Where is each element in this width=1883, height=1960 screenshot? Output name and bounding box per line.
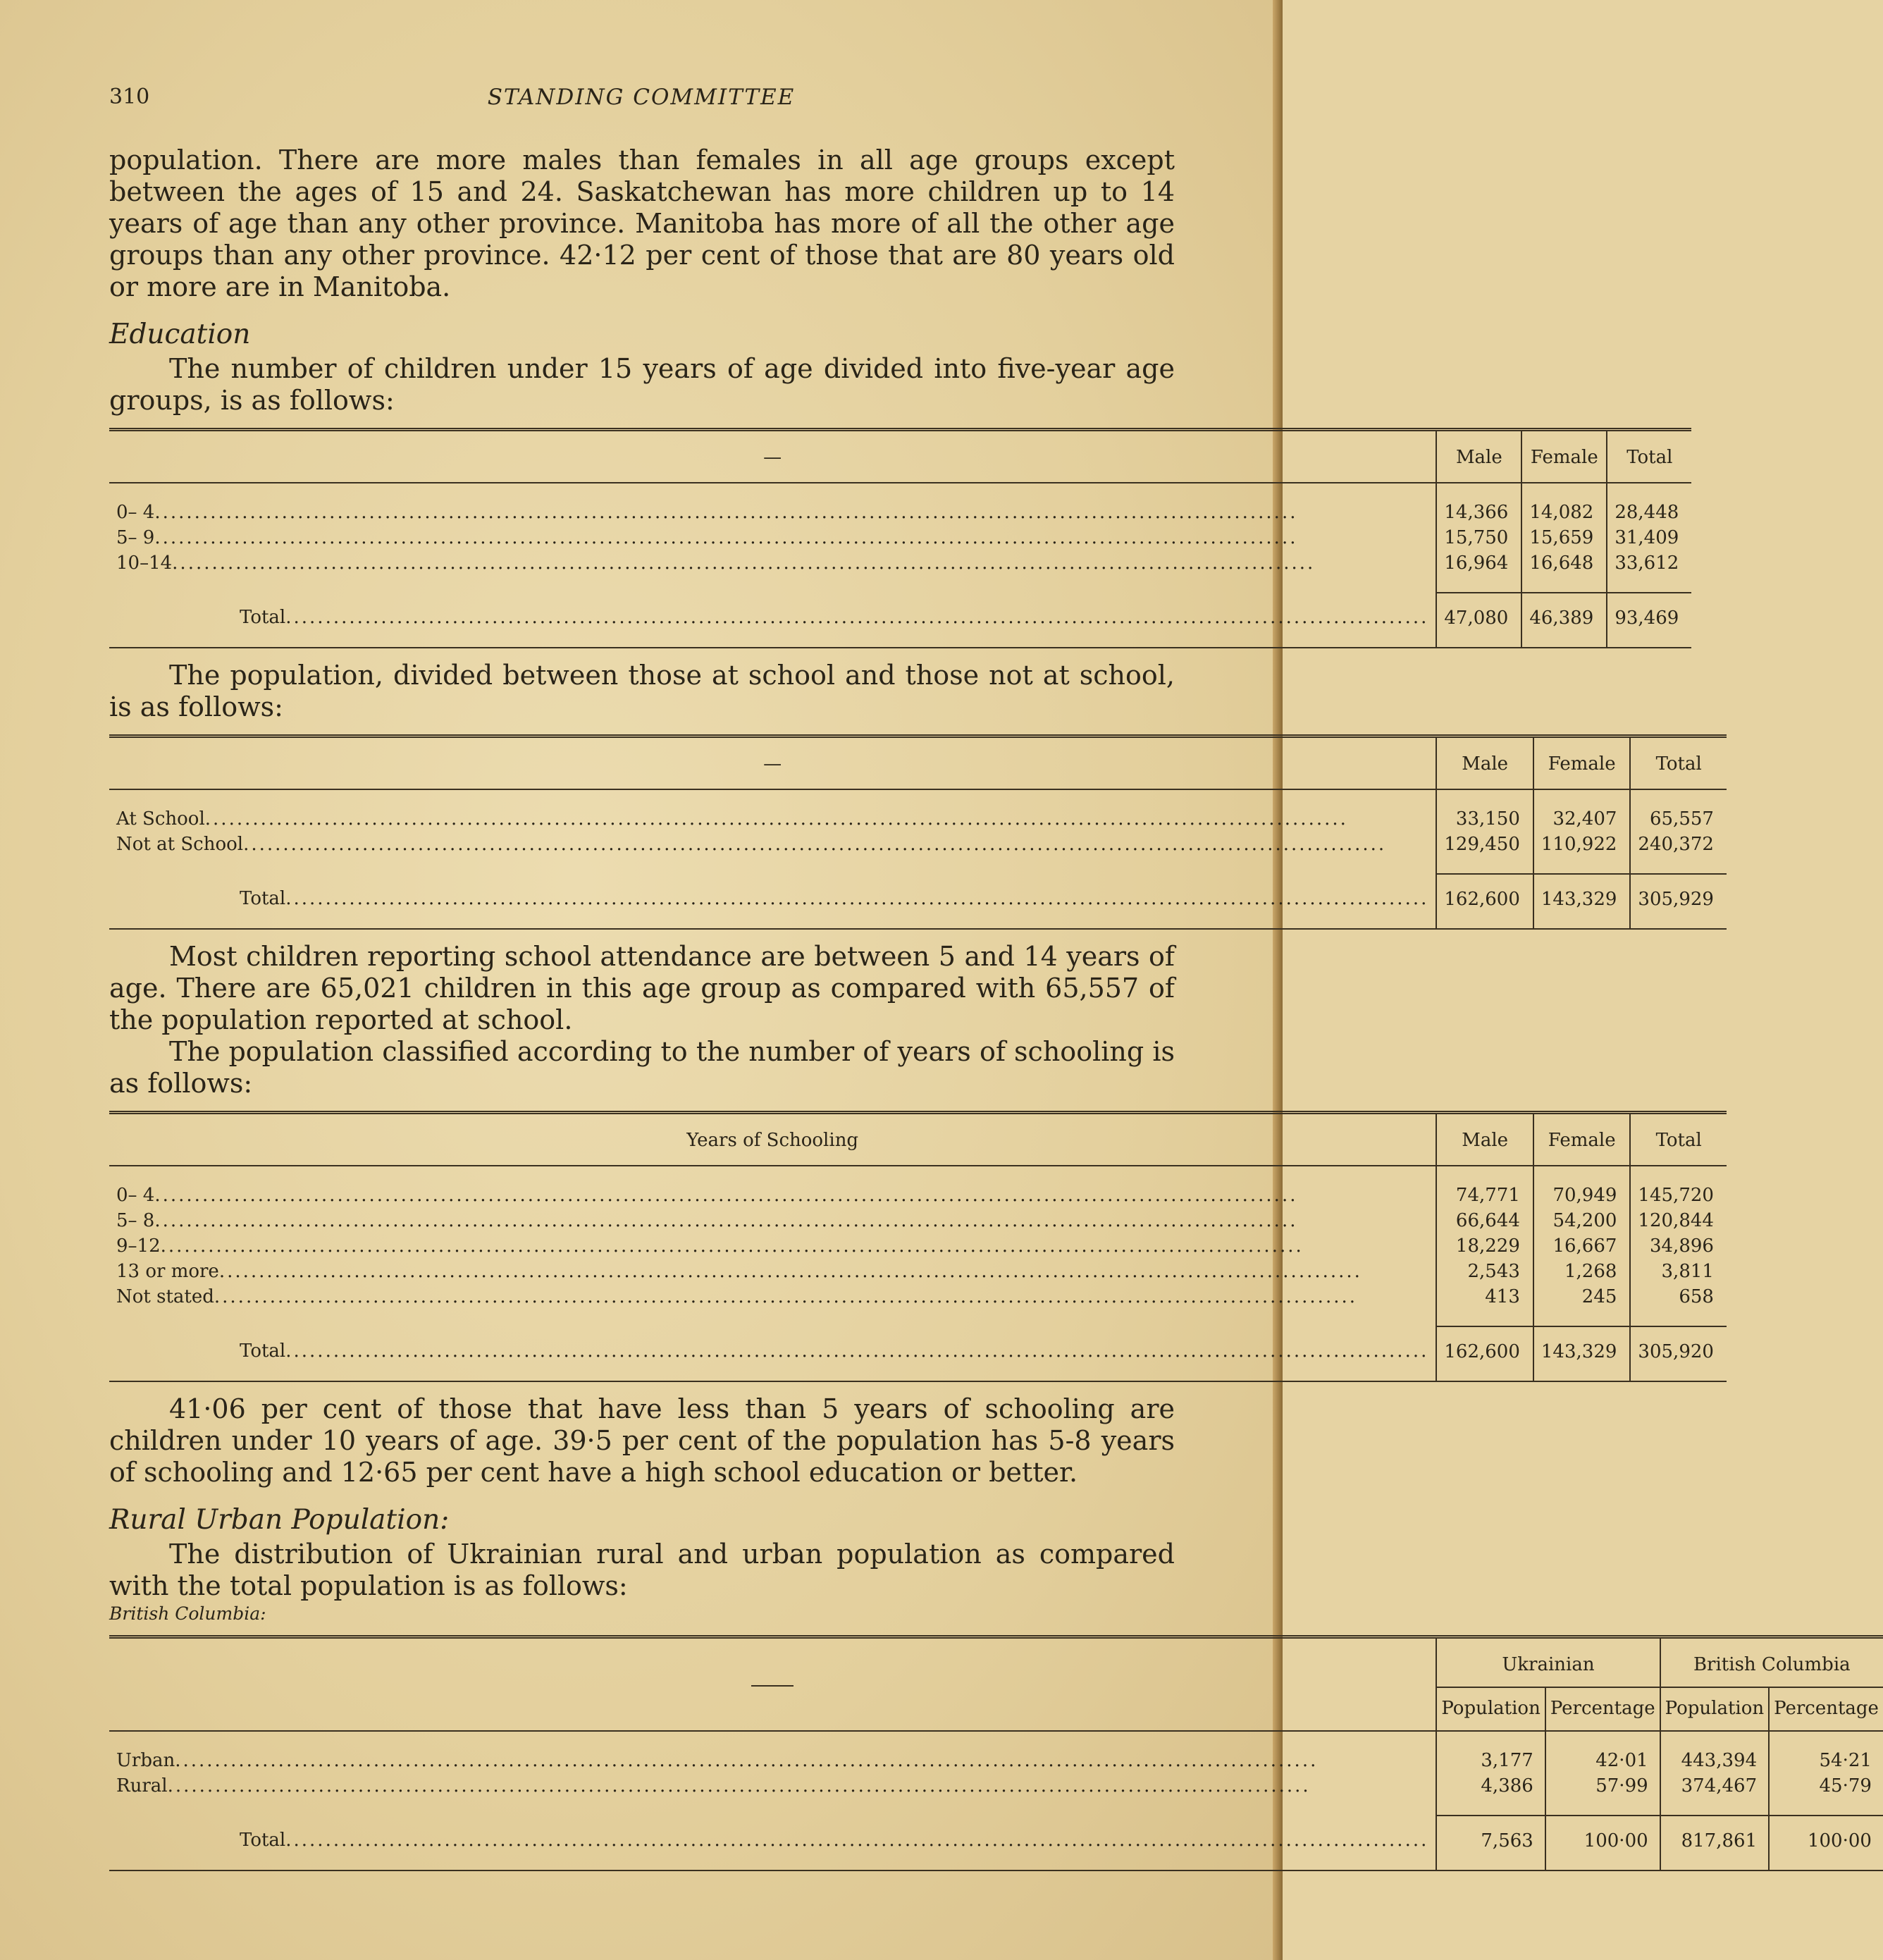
cell-female: 32,407 [1533,789,1631,832]
cell-female: 143,329 [1533,1326,1631,1381]
schooling-years-paragraph: The population classified according to the number of years of schooling is as follows: [109,1036,1175,1099]
column-header-percentage: Percentage [1545,1687,1660,1731]
cell-female: 14,082 [1521,483,1607,525]
cell-female: 70,949 [1533,1166,1631,1208]
cell-male: 18,229 [1436,1233,1533,1259]
row-label: 0– 4 [116,1185,155,1206]
table-row [109,1208,1727,1233]
total-label: Total [240,607,286,628]
total-row [109,1816,1883,1870]
column-header-female: Female [1533,736,1631,790]
page-number: 310 [109,85,150,109]
british-columbia-subheading: British Columbia: [109,1603,266,1624]
cell-ukrainian-population: 3,177 [1436,1731,1545,1773]
row-label: Not at School [116,834,244,855]
row-label: Rural [116,1775,168,1796]
age-groups-table [109,428,1691,648]
running-head [109,85,1173,120]
column-header-total: Total [1630,736,1727,790]
table-row [109,1166,1727,1208]
cell-female: 16,648 [1521,550,1607,593]
row-label: Not stated [116,1286,214,1307]
total-label: Total [240,888,286,909]
column-header-percentage: Percentage [1769,1687,1883,1731]
cell-total: 93,469 [1607,593,1691,648]
column-header-total: Total [1630,1113,1727,1166]
group-header-british-columbia: British Columbia [1660,1637,1883,1688]
cell-female: 15,659 [1521,525,1607,550]
table-row [109,550,1691,593]
cell-bc-population: 443,394 [1660,1731,1769,1773]
cell-total: 65,557 [1630,789,1727,832]
column-header-total: Total [1607,430,1691,483]
attendance-age-paragraph: Most children reporting school attendance are between 5 and 14 years of age. There are 65,021 children in this age group as compared with 65,557 of the population reported at school. [109,941,1175,1035]
table-row [109,1773,1883,1816]
cell-male: 66,644 [1436,1208,1533,1233]
education-heading: Education [109,319,251,350]
cell-ukrainian-population: 4,386 [1436,1773,1545,1816]
cell-total: 28,448 [1607,483,1691,525]
row-label: 9–12 [116,1235,161,1257]
cell-ukrainian-percentage: 57·99 [1545,1773,1660,1816]
cell-male: 162,600 [1436,874,1533,929]
total-label: Total [240,1340,286,1362]
cell-total: 145,720 [1630,1166,1727,1208]
cell-total: 305,920 [1630,1326,1727,1381]
cell-female: 143,329 [1533,874,1631,929]
cell-male: 15,750 [1436,525,1521,550]
column-header-male: Male [1436,430,1521,483]
cell-male: 33,150 [1436,789,1533,832]
cell-male: 74,771 [1436,1166,1533,1208]
cell-female: 1,268 [1533,1259,1631,1284]
schooling-summary-paragraph: 41·06 per cent of those that have less than 5 years of schooling are children under 10 years of age. 39·5 per cent of the population has 5-8 years of schooling and 12·65 per cent have a high school education or better. [109,1393,1175,1488]
table-row [109,483,1691,525]
column-header-male: Male [1436,1113,1533,1166]
row-label: 0– 4 [116,502,155,523]
cell-male: 162,600 [1436,1326,1533,1381]
cell-male: 14,366 [1436,483,1521,525]
table-row [109,1233,1727,1259]
cell-male: 16,964 [1436,550,1521,593]
rural-urban-heading: Rural Urban Population: [109,1504,450,1536]
cell-total: 240,372 [1630,832,1727,874]
school-attendance-table [109,734,1727,930]
column-header-female: Female [1533,1113,1631,1166]
row-label: At School [116,808,205,830]
group-header-ukrainian: Ukrainian [1436,1637,1660,1688]
cell-total: 305,929 [1630,874,1727,929]
cell-total: 31,409 [1607,525,1691,550]
education-paragraph: The number of children under 15 years of age divided into five-year age groups, is as follows: [109,353,1175,416]
cell-ukrainian-percentage: 100·00 [1545,1816,1660,1870]
row-label: 10–14 [116,553,173,574]
cell-bc-percentage: 45·79 [1769,1773,1883,1816]
cell-male: 47,080 [1436,593,1521,648]
cell-bc-population: 374,467 [1660,1773,1769,1816]
table-row [109,1259,1727,1284]
table-stub-header [109,1637,1436,1732]
table-stub-header: Years of Schooling [109,1113,1436,1166]
row-label: Urban [116,1750,175,1771]
column-header-female: Female [1521,430,1607,483]
total-row [109,593,1691,648]
row-label: 5– 8 [116,1210,155,1231]
table-row [109,1284,1727,1326]
total-label: Total [240,1830,286,1851]
cell-female: 245 [1533,1284,1631,1326]
cell-female: 46,389 [1521,593,1607,648]
cell-total: 120,844 [1630,1208,1727,1233]
table-stub-header: — [109,736,1436,790]
row-label: 13 or more [116,1261,219,1282]
cell-bc-percentage: 100·00 [1769,1816,1883,1870]
cell-ukrainian-percentage: 42·01 [1545,1731,1660,1773]
cell-male: 413 [1436,1284,1533,1326]
cell-female: 16,667 [1533,1233,1631,1259]
cell-ukrainian-population: 7,563 [1436,1816,1545,1870]
cell-total: 3,811 [1630,1259,1727,1284]
cell-bc-percentage: 54·21 [1769,1731,1883,1773]
row-label: 5– 9 [116,527,155,548]
cell-female: 54,200 [1533,1208,1631,1233]
cell-female: 110,922 [1533,832,1631,874]
table-row [109,525,1691,550]
running-head-title: STANDING COMMITTEE [487,85,796,110]
cell-total: 658 [1630,1284,1727,1326]
intro-paragraph: population. There are more males than females in all age groups except between the ages of 15 and 24. Saskatchewan has more children up to 14 years of age than any other province. Manitoba has more of all the other age groups than any other province. 42·12 per cent of those that are 80 years old or more are in Manitoba. [109,144,1175,302]
table-stub-header: — [109,430,1436,483]
table-row [109,1731,1883,1773]
table-row [109,789,1727,832]
total-row [109,1326,1727,1381]
table-row [109,832,1727,874]
rural-urban-paragraph: The distribution of Ukrainian rural and urban population as compared with the total population is as follows: [109,1539,1175,1601]
column-header-population: Population [1436,1687,1545,1731]
years-of-schooling-table [109,1111,1727,1382]
page-content [109,144,1879,1882]
school-attendance-paragraph: The population, divided between those at school and those not at school, is as follows: [109,660,1175,722]
cell-bc-population: 817,861 [1660,1816,1769,1870]
column-header-male: Male [1436,736,1533,790]
cell-total: 33,612 [1607,550,1691,593]
column-header-population: Population [1660,1687,1769,1731]
rural-urban-table [109,1635,1883,1871]
cell-male: 2,543 [1436,1259,1533,1284]
total-row [109,874,1727,929]
cell-total: 34,896 [1630,1233,1727,1259]
cell-male: 129,450 [1436,832,1533,874]
